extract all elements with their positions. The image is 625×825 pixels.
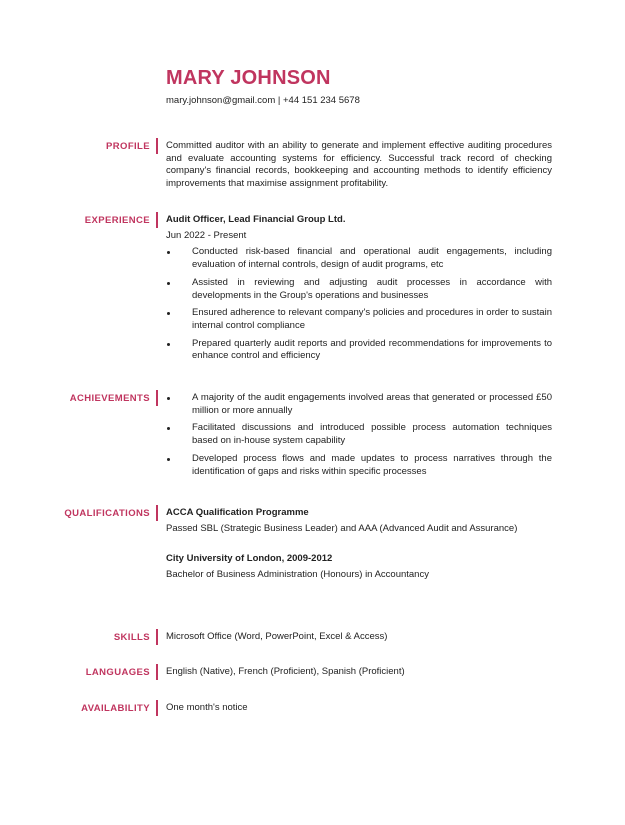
resume-header	[166, 66, 360, 107]
bullet-icon	[167, 397, 170, 400]
languages-text: English (Native), French (Proficient), Spanish (Proficient)	[166, 666, 405, 677]
bullet-icon	[167, 282, 170, 285]
qualification-detail: Bachelor of Business Administration (Honours) in Accountancy	[166, 569, 429, 581]
experience-content	[166, 214, 552, 368]
qualifications-content	[166, 507, 552, 582]
qualification-title: ACCA Qualification Programme	[166, 507, 309, 518]
bullet-icon	[167, 427, 170, 430]
list-item: Ensured adherence to relevant company's policies and procedures in order to sustain internal control compliance	[166, 307, 552, 332]
list-item: Conducted risk-based financial and operational audit engagements, including evaluation of internal controls, design of audit programs, etc	[166, 246, 552, 271]
qualification-title: City University of London, 2009-2012	[166, 553, 333, 565]
candidate-name: MARY JOHNSON	[166, 67, 331, 89]
list-item: Prepared quarterly audit reports and provided recommendations for improvements to enhance control and efficiency	[166, 338, 552, 363]
job-dates: Jun 2022 - Present	[166, 229, 247, 241]
qualification-detail: Passed SBL (Strategic Business Leader) and AAA (Advanced Audit and Assurance)	[166, 522, 518, 534]
section-label-availability: AVAILABILITY	[81, 703, 150, 714]
section-label-achievements: ACHIEVEMENTS	[69, 393, 150, 404]
section-label-profile: PROFILE	[106, 141, 150, 152]
bullet-icon	[167, 312, 170, 315]
section-divider-bar	[156, 629, 158, 645]
list-item: Facilitated discussions and introduced possible process automation techniques based on in-house system capability	[166, 422, 552, 447]
achievements-bullet-list	[166, 392, 552, 478]
section-divider-bar	[156, 390, 158, 406]
list-item: Assisted in reviewing and adjusting audit processes in accordance with developments in the Group's operations and businesses	[166, 277, 552, 302]
section-label-skills: SKILLS	[113, 632, 150, 643]
section-divider-bar	[156, 212, 158, 228]
profile-text: Committed auditor with an ability to generate and implement effective auditing procedures and evaluate accounting systems for efficiency. Successful track record of checking company's financial records, bookkeeping and accounting methods to identify efficiency improvements that maximise assignment profitability.	[166, 140, 552, 190]
bullet-icon	[167, 458, 170, 461]
list-item: Developed process flows and made updates to process narratives through the identification of gaps and risks within specific processes	[166, 453, 552, 478]
achievements-content	[166, 392, 552, 483]
spacer	[166, 535, 552, 553]
section-divider-bar	[156, 505, 158, 521]
section-label-languages: LANGUAGES	[85, 667, 150, 678]
experience-bullet-list	[166, 246, 552, 363]
availability-text: One month's notice	[166, 702, 248, 713]
bullet-icon	[167, 251, 170, 254]
list-item: A majority of the audit engagements involved areas that generated or processed £50 million or more annually	[166, 392, 552, 417]
bullet-icon	[167, 343, 170, 346]
section-divider-bar	[156, 664, 158, 680]
section-divider-bar	[156, 700, 158, 716]
job-title: Audit Officer, Lead Financial Group Ltd.	[166, 214, 346, 225]
section-divider-bar	[156, 138, 158, 154]
skills-text: Microsoft Office (Word, PowerPoint, Excel & Access)	[166, 631, 388, 642]
section-label-experience: EXPERIENCE	[84, 215, 150, 226]
contact-line: mary.johnson@gmail.com | +44 151 234 5678	[166, 95, 360, 106]
section-label-qualifications: QUALIFICATIONS	[64, 508, 150, 519]
